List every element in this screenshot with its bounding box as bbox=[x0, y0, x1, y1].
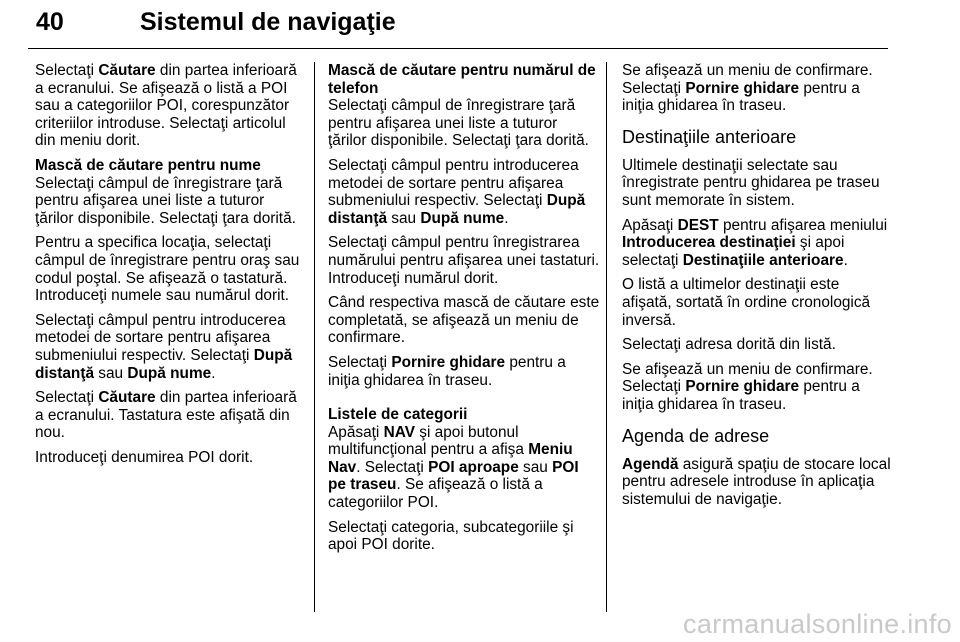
column-divider-1 bbox=[314, 62, 315, 612]
paragraph: Selectaţi adresa dorită din listă. bbox=[622, 336, 836, 354]
watermark: carmanualsonline.info bbox=[683, 609, 952, 639]
paragraph: Selectaţi câmpul pentru introducerea metodei de sortare pentru afişarea submeniului respectiv. Selectaţi După distanţă sau După nume. bbox=[328, 156, 586, 227]
header-divider bbox=[28, 48, 888, 49]
paragraph: Pentru a specifica locaţia, selectaţi câmpul de înregistrare pentru oraş sau codul poştal. Se afişează o tastatură. Introduceţi numele sau numărul dorit. bbox=[35, 234, 300, 305]
paragraph: Selectaţi Pornire ghidare pentru a iniţia ghidarea în traseu. bbox=[328, 353, 566, 389]
paragraph: Se afişează un meniu de confirmare. Selectaţi Pornire ghidare pentru a iniţia ghidarea în traseu. bbox=[622, 360, 873, 413]
subheading: Mască de căutare pentru numărul de telefon bbox=[328, 62, 596, 97]
section-heading: Destinaţiile anterioare bbox=[622, 126, 797, 147]
paragraph: Selectaţi categoria, subcategoriile şi apoi POI dorite. bbox=[328, 518, 574, 554]
paragraph: Se afişează un meniu de confirmare. Selectaţi Pornire ghidare pentru a iniţia ghidarea în traseu. bbox=[622, 62, 873, 115]
subheading: Mască de căutare pentru nume bbox=[35, 156, 261, 174]
paragraph: Apăsaţi DEST pentru afişarea meniului Introducerea destinaţiei şi apoi selectaţi Destinaţiile anterioare. bbox=[622, 216, 888, 269]
section-heading: Agenda de adrese bbox=[622, 425, 770, 446]
paragraph: Selectaţi Căutare din partea inferioară a ecranului. Tastatura este afişată din nou. bbox=[35, 389, 297, 442]
paragraph: Selectaţi câmpul pentru introducerea metodei de sortare pentru afişarea submeniului respectiv. Selectaţi După distanţă sau După nume. bbox=[35, 311, 293, 382]
paragraph: Introduceţi denumirea POI dorit. bbox=[35, 448, 254, 466]
column-3 bbox=[622, 62, 892, 515]
subheading: Listele de categorii bbox=[328, 406, 468, 424]
paragraph: Selectaţi Căutare din partea inferioară a ecranului. Se afişează o listă a POI sau a categoriilor POI, corespunzător criteriilor introduse. Selectaţi articolul din meniu dorit. bbox=[35, 62, 297, 150]
paragraph: Când respectiva mască de căutare este completată, se afişează un meniu de confirmare. bbox=[328, 294, 600, 347]
page-number: 40 bbox=[36, 8, 64, 36]
paragraph: Selectaţi câmpul pentru înregistrarea numărului pentru afişarea unei tastaturi. Introduceţi numărul dorit. bbox=[328, 234, 600, 287]
paragraph: Ultimele destinaţii selectate sau înregistrate pentru ghidarea pe traseu sunt memorate în sistem. bbox=[622, 156, 880, 209]
page-header bbox=[28, 6, 888, 46]
paragraph: Selectaţi câmpul de înregistrare ţară pentru afişarea unei liste a tuturor ţărilor disponibile. Selectaţi ţara dorită. bbox=[328, 97, 589, 150]
column-2 bbox=[328, 62, 600, 561]
paragraph: Selectaţi câmpul de înregistrare ţară pentru afişarea unei liste a tuturor ţărilor disponibile. Selectaţi ţara dorită. bbox=[35, 174, 296, 227]
paragraph: O listă a ultimelor destinaţii este afişată, sortată în ordine cronologică inversă. bbox=[622, 276, 871, 329]
page-title: Sistemul de navigaţie bbox=[140, 8, 396, 36]
paragraph: Agendă asigură spaţiu de stocare local pentru adresele introduse în aplicaţia sistemului de navigaţie. bbox=[622, 455, 891, 508]
paragraph: Apăsaţi NAV şi apoi butonul multifuncţional pentru a afişa Meniu Nav. Selectaţi POI aproape sau POI pe traseu. Se afişează o listă a categoriilor POI. bbox=[328, 423, 579, 512]
column-divider-2 bbox=[606, 62, 607, 612]
column-1 bbox=[35, 62, 305, 473]
